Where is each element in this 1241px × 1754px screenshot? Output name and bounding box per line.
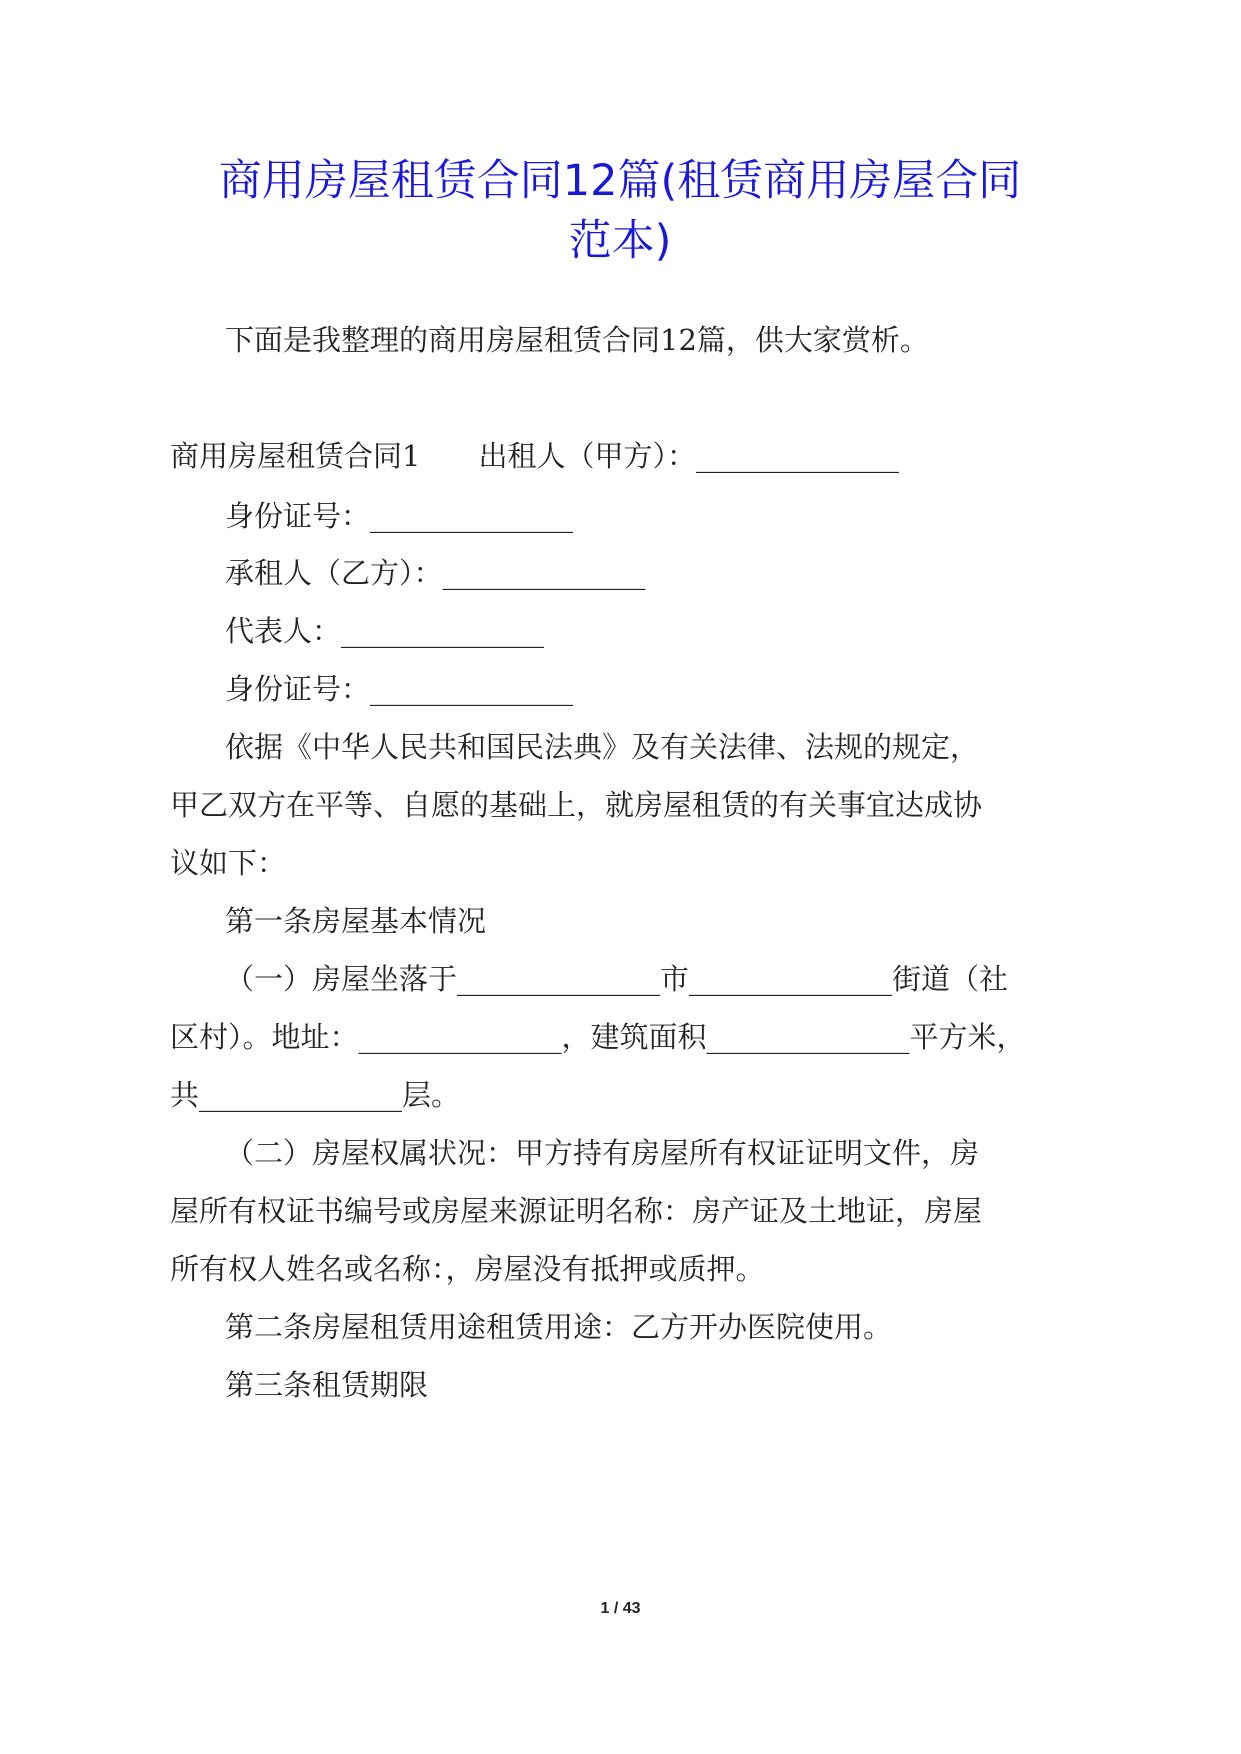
- location-line-2: 区村）。地址：______________，建筑面积______________平方米，: [170, 1020, 1026, 1054]
- lessor-id-number: 身份证号：______________: [225, 499, 574, 533]
- ownership-line-2: 屋所有权证书编号或房屋来源证明名称：房产证及土地证，房屋: [170, 1194, 983, 1228]
- ownership-line-3: 所有权人姓名或名称：，房屋没有抵押或质押。: [170, 1252, 765, 1286]
- legal-basis-line-3: 议如下：: [170, 846, 287, 880]
- location-line-3: 共______________层。: [170, 1078, 461, 1112]
- title-line-2: 范本): [568, 216, 672, 266]
- representative-line: 代表人：______________: [225, 614, 545, 648]
- article-2-line: 第二条房屋租赁用途租赁用途：乙方开办医院使用。: [225, 1310, 893, 1344]
- lessee-line: 承租人（乙方）：______________: [225, 556, 646, 590]
- article-1-heading: 第一条房屋基本情况: [225, 904, 487, 938]
- intro-paragraph: 下面是我整理的商用房屋租赁合同12篇，供大家赏析。: [225, 323, 929, 357]
- lessee-id-number: 身份证号：______________: [225, 672, 574, 706]
- page-number: 1 / 43: [600, 1600, 641, 1617]
- title-line-1: 商用房屋租赁合同12篇(租赁商用房屋合同: [218, 156, 1022, 206]
- location-line-1: （一）房屋坐落于______________市______________街道（社: [225, 962, 1009, 996]
- legal-basis-line-1: 依据《中华人民共和国民法典》及有关法律、法规的规定，: [225, 730, 980, 764]
- ownership-line-1: （二）房屋权属状况：甲方持有房屋所有权证证明文件，房: [225, 1136, 980, 1170]
- contract-heading-lessor: 商用房屋租赁合同1 出租人（甲方）：______________: [170, 439, 899, 473]
- article-3-heading: 第三条租赁期限: [225, 1368, 429, 1402]
- legal-basis-line-2: 甲乙双方在平等、自愿的基础上，就房屋租赁的有关事宜达成协: [170, 788, 983, 822]
- document-title: [160, 151, 1080, 271]
